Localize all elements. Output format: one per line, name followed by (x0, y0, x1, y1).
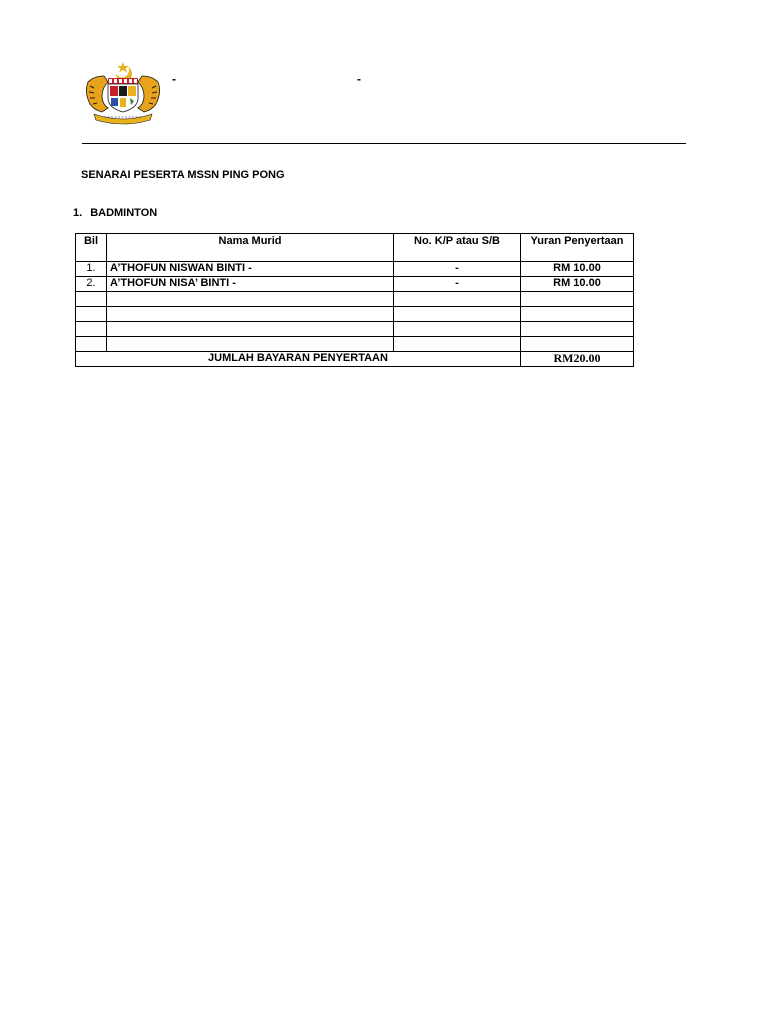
row-fee (521, 337, 634, 352)
row-bil: 2. (76, 277, 107, 292)
table-total-row (76, 352, 634, 367)
section-heading (73, 207, 157, 219)
row-ic (394, 337, 521, 352)
row-ic: - (394, 262, 521, 277)
column-header-ic: No. K/P atau S/B (394, 234, 521, 262)
column-header-bil: Bil (76, 234, 107, 262)
table-header-row (76, 234, 634, 262)
row-ic (394, 292, 521, 307)
table-row (76, 322, 634, 337)
row-fee: RM 10.00 (521, 277, 634, 292)
row-bil (76, 292, 107, 307)
table-row (76, 262, 634, 277)
column-header-fee: Yuran Penyertaan (521, 234, 634, 262)
row-name (107, 337, 394, 352)
document-title: SENARAI PESERTA MSSN PING PONG (81, 169, 285, 181)
header-divider (82, 143, 686, 144)
row-ic (394, 322, 521, 337)
section-number: 1. (73, 207, 83, 219)
header-dash-right: - (357, 72, 361, 86)
row-ic: - (394, 277, 521, 292)
table-row (76, 292, 634, 307)
table-row (76, 307, 634, 322)
participant-table (75, 233, 634, 367)
row-name (107, 307, 394, 322)
row-ic (394, 307, 521, 322)
row-name: A’THOFUN NISA’ BINTI - (107, 277, 394, 292)
section-name: BADMINTON (90, 207, 158, 219)
table-row (76, 337, 634, 352)
row-fee (521, 322, 634, 337)
row-fee: RM 10.00 (521, 262, 634, 277)
header-dash-left: - (172, 72, 176, 86)
table-row (76, 277, 634, 292)
coat-of-arms-crest (80, 60, 166, 126)
row-fee (521, 307, 634, 322)
row-bil (76, 337, 107, 352)
row-bil (76, 307, 107, 322)
row-fee (521, 292, 634, 307)
row-name (107, 322, 394, 337)
total-label: JUMLAH BAYARAN PENYERTAAN (76, 352, 521, 367)
row-bil (76, 322, 107, 337)
column-header-name: Nama Murid (107, 234, 394, 262)
row-name: A’THOFUN NISWAN BINTI - (107, 262, 394, 277)
row-name (107, 292, 394, 307)
row-bil: 1. (76, 262, 107, 277)
total-value: RM20.00 (521, 352, 634, 367)
